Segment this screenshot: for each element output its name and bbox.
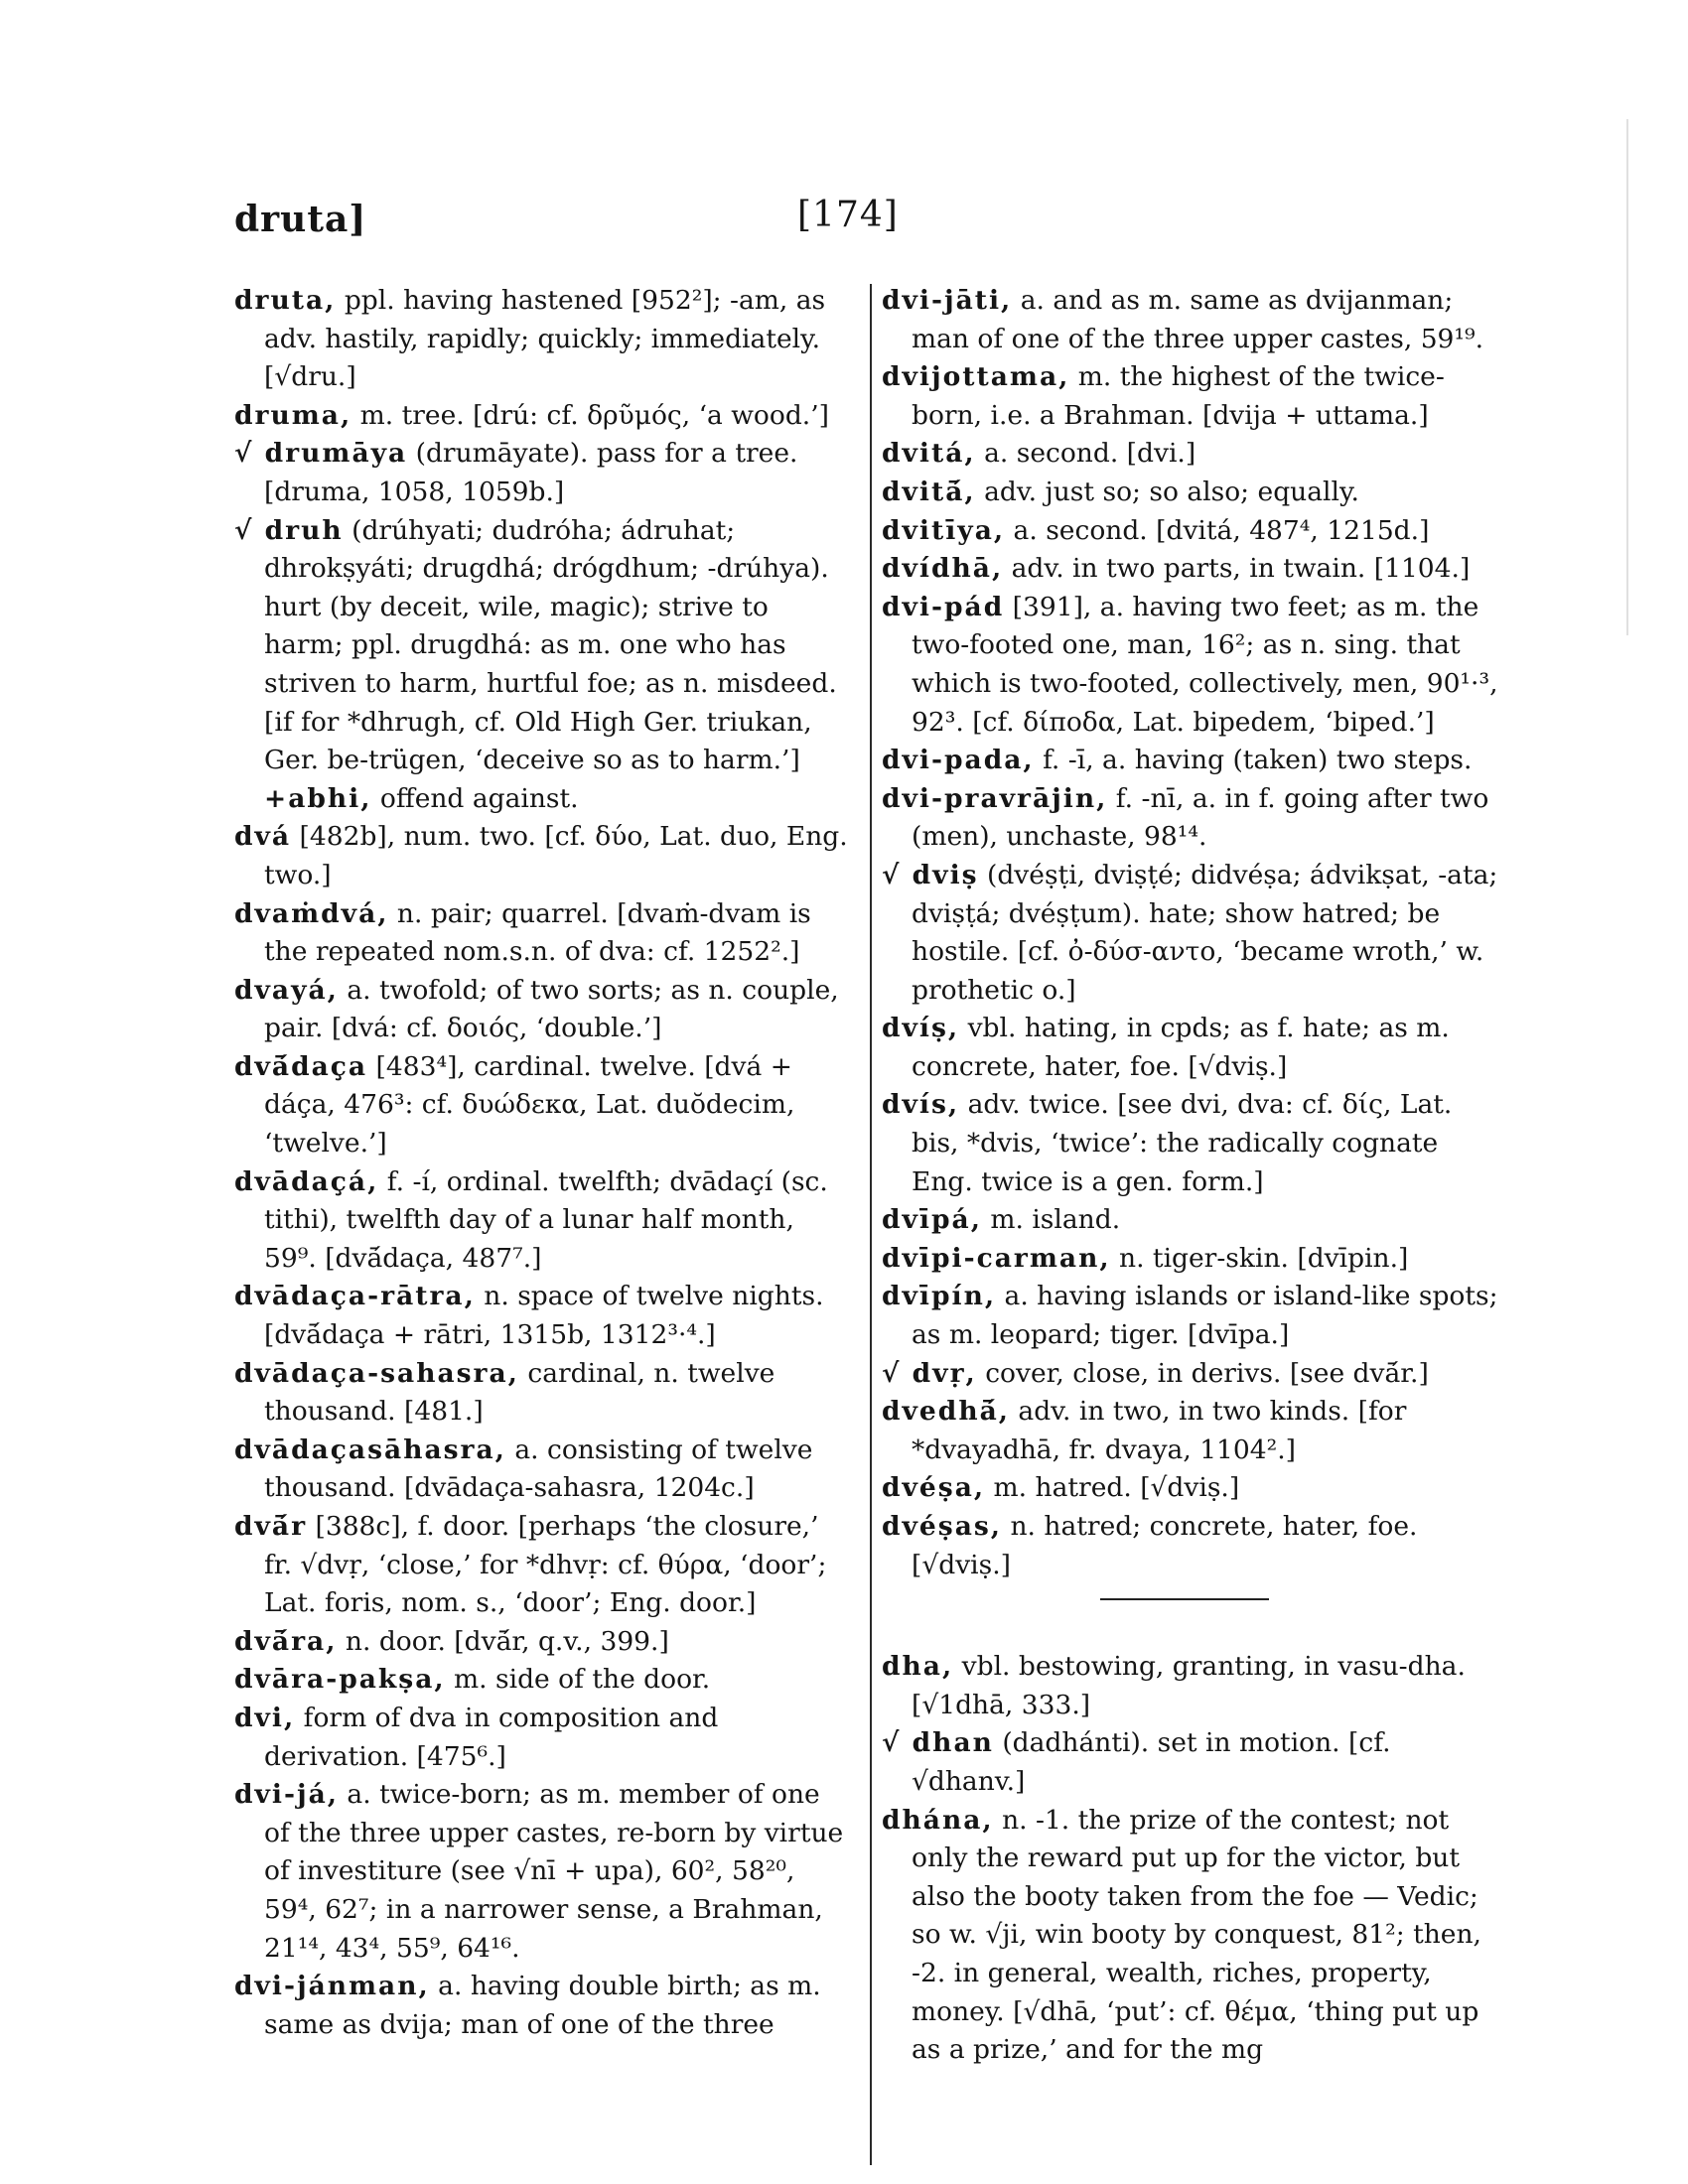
dictionary-entry xyxy=(882,1469,1499,1508)
entry-headword: dha, xyxy=(882,1651,954,1683)
entry-headword: dvi-pravrājin, xyxy=(882,782,1108,814)
entry-headword: druma, xyxy=(234,399,352,431)
entry-definition: vbl. hating, in cpds; as f. hate; as m. concrete, hater, foe. [√dviṣ.] xyxy=(912,1013,1450,1082)
entry-definition: n. hatred; concrete, hater, foe. [√dviṣ.] xyxy=(912,1511,1418,1580)
dictionary-entry xyxy=(882,435,1499,474)
entry-headword: √ dhan xyxy=(882,1727,994,1759)
entry-definition: a. twofold; of two sorts; as n. couple, pair. [dvá: cf. δοιός, ‘double.’] xyxy=(264,974,839,1044)
dictionary-entry xyxy=(234,972,852,1048)
dictionary-entry xyxy=(234,397,852,436)
entry-headword: dvi, xyxy=(234,1702,296,1733)
section-separator xyxy=(1100,1598,1269,1600)
entry-definition: [391], a. having two feet; as m. the two-footed one, man, 16²; as n. sing. that which is two-footed, collectively, men, 90¹·³, 92³. [cf. δίποδα, Lat. bipedem, ‘biped.’] xyxy=(912,591,1498,738)
entry-headword: dvíṣ, xyxy=(882,1013,960,1044)
dictionary-entry xyxy=(882,857,1499,1010)
dictionary-entry xyxy=(882,1278,1499,1354)
right-column xyxy=(882,282,1499,2070)
entry-headword: dvitīya, xyxy=(882,514,1006,546)
entry-headword: dvedhā́, xyxy=(882,1396,1010,1428)
dictionary-entry xyxy=(234,1508,852,1623)
entry-headword: dvā́daça xyxy=(234,1050,368,1082)
entry-definition: n. tiger-skin. [dvīpin.] xyxy=(1119,1242,1409,1274)
entry-definition: adv. in two parts, in twain. [1104.] xyxy=(1011,553,1471,585)
page-edge-mark xyxy=(1626,119,1628,635)
entry-definition: a. twice-born; as m. member of one of the three upper castes, re-born by virtue of investiture (see √nī + upa), 60², 58²⁰, 59⁴, 62⁷; in a narrower sense, a Brahman, 21¹⁴, 43⁴, 55⁹, 64¹⁶. xyxy=(264,1779,844,1964)
entry-headword: dvādaça-sahasra, xyxy=(234,1357,519,1389)
entry-headword: √ druh xyxy=(234,514,344,546)
dictionary-entry xyxy=(882,1010,1499,1086)
entry-definition: m. tree. [drú: cf. δρῦμός, ‘a wood.’] xyxy=(359,399,829,431)
dictionary-entry xyxy=(882,512,1499,551)
entry-headword: dvéṣas, xyxy=(882,1511,1003,1542)
entry-definition: a. consisting of twelve thousand. [dvādaça-sahasra, 1204c.] xyxy=(264,1433,813,1504)
entry-headword: dvitá, xyxy=(882,438,976,470)
dictionary-entry xyxy=(234,895,852,972)
dictionary-entry xyxy=(882,1201,1499,1240)
dictionary-entry xyxy=(882,1802,1499,2070)
dictionary-entry xyxy=(882,474,1499,512)
entry-headword: dvādaçá, xyxy=(234,1165,379,1197)
dictionary-entry xyxy=(234,1163,852,1279)
entry-definition: m. the highest of the twice-born, i.e. a Brahman. [dvija + uttama.] xyxy=(912,361,1445,431)
entry-definition: (dadhánti). set in motion. [cf. √dhanv.] xyxy=(912,1727,1391,1797)
page-number: [174] xyxy=(797,195,899,235)
entry-headword: dvi-jánman, xyxy=(234,1971,430,2002)
dictionary-entry xyxy=(234,1623,852,1662)
dictionary-entry xyxy=(882,1355,1499,1394)
entry-definition: [483⁴], cardinal. twelve. [dvá + dáça, 476³: cf. δυώδεκα, Lat. duŏdecim, ‘twelve.’] xyxy=(264,1050,795,1160)
entry-headword: dvitā́, xyxy=(882,476,976,507)
entry-definition: f. -í, ordinal. twelfth; dvādaçí (sc. tithi), twelfth day of a lunar half month, 59⁹. [dvā́daça, 487⁷.] xyxy=(264,1165,828,1274)
column-divider xyxy=(870,284,872,2165)
entry-definition: a. and as m. same as dvijanman; man of one of the three upper castes, 59¹⁹. xyxy=(912,285,1484,354)
entry-definition: cardinal, n. twelve thousand. [481.] xyxy=(264,1357,775,1428)
dictionary-entry xyxy=(234,1355,852,1432)
entry-definition: a. having double birth; as m. same as dvija; man of one of the three xyxy=(264,1971,821,2040)
entry-definition: (drumāyate). pass for a tree. [druma, 1058, 1059b.] xyxy=(264,438,798,507)
entry-headword: dvīpá, xyxy=(882,1204,982,1236)
entry-definition: (dvéṣṭi, dviṣṭé; didvéṣa; ádvikṣat, -ata; dviṣṭá; dvéṣṭum). hate; show hatred; be hostile. [cf. ὀ-δύσ-αντο, ‘became wroth,’ w. prothetic o.] xyxy=(912,859,1498,1006)
entry-definition: adv. in two, in two kinds. [for *dvayadhā, fr. dvaya, 1104².] xyxy=(912,1396,1407,1465)
entry-definition: m. island. xyxy=(990,1204,1121,1236)
dictionary-entry xyxy=(234,1661,852,1700)
entry-definition: n. door. [dvā́r, q.v., 399.] xyxy=(345,1625,669,1657)
entry-definition: n. space of twelve nights. [dvā́daça + rātri, 1315b, 1312³·⁴.] xyxy=(264,1281,824,1351)
dictionary-entry xyxy=(234,1278,852,1354)
entry-headword: dvaṁdvá, xyxy=(234,897,389,929)
dictionary-entry xyxy=(882,1393,1499,1469)
entry-headword: dvijottama, xyxy=(882,361,1070,393)
entry-headword: dhána, xyxy=(882,1804,994,1836)
entry-definition: m. hatred. [√dviṣ.] xyxy=(993,1472,1240,1504)
entry-headword: dvā́ra, xyxy=(234,1625,338,1657)
entry-definition: f. -nī, a. in f. going after two (men), unchaste, 98¹⁴. xyxy=(912,782,1489,853)
dictionary-entry xyxy=(882,1508,1499,1584)
dictionary-entry xyxy=(882,282,1499,358)
dictionary-entry xyxy=(882,1086,1499,1201)
entry-headword: dvāra-pakṣa, xyxy=(234,1664,446,1696)
entry-headword: dvís, xyxy=(882,1089,960,1121)
dictionary-entry xyxy=(234,282,852,397)
entry-headword: dvīpi-carman, xyxy=(882,1242,1111,1274)
running-head: druta] xyxy=(234,199,367,240)
entry-definition: n. pair; quarrel. [dvaṁ-dvam is the repeated nom.s.n. of dva: cf. 1252².] xyxy=(264,897,811,968)
dictionary-entry xyxy=(882,358,1499,435)
dictionary-entry xyxy=(234,1968,852,2044)
dictionary-subentry xyxy=(234,780,852,819)
entry-headword: √ drumāya xyxy=(234,438,408,470)
entry-headword: dvá xyxy=(234,821,292,853)
entry-headword: √ dvṛ, xyxy=(882,1357,977,1389)
entry-definition: a. second. [dvitá, 487⁴, 1215d.] xyxy=(1013,514,1430,546)
left-column xyxy=(234,282,852,2044)
entry-definition: a. having islands or island-like spots; as m. leopard; tiger. [dvīpa.] xyxy=(912,1281,1498,1351)
dictionary-entry xyxy=(234,1776,852,1968)
entry-definition: offend against. xyxy=(379,782,579,814)
entry-headword: druta, xyxy=(234,285,337,316)
entry-headword: dvídhā, xyxy=(882,553,1004,585)
dictionary-entry xyxy=(882,742,1499,780)
entry-headword: dvi-já, xyxy=(234,1779,339,1811)
entry-headword: dvi-pada, xyxy=(882,745,1035,776)
dictionary-entry xyxy=(234,512,852,780)
entry-headword: dvādaça-rātra, xyxy=(234,1281,476,1312)
entry-definition: cover, close, in derivs. [see dvā́r.] xyxy=(985,1357,1429,1389)
entry-headword: dvā́r xyxy=(234,1511,308,1542)
entry-definition: form of dva in composition and derivation. [475⁶.] xyxy=(264,1702,719,1772)
entry-headword: dvayá, xyxy=(234,974,339,1006)
dictionary-entry xyxy=(882,1648,1499,1724)
entry-definition: vbl. bestowing, granting, in vasu-dha. [√1dhā, 333.] xyxy=(912,1651,1466,1720)
entry-headword: dvi-pád xyxy=(882,591,1005,622)
entry-definition: [388c], f. door. [perhaps ‘the closure,’ fr. √dvṛ, ‘close,’ for *dhvṛ: cf. θύρα, ‘door’; Lat. foris, nom. s., ‘door’; Eng. door.] xyxy=(264,1511,827,1619)
entry-headword: dvādaçasāhasra, xyxy=(234,1433,506,1465)
entry-definition: ppl. having hastened [952²]; -am, as adv. hastily, rapidly; quickly; immediately. [√dru.] xyxy=(264,285,826,393)
entry-headword: dvīpín, xyxy=(882,1281,997,1312)
dictionary-entry xyxy=(882,1724,1499,1801)
entry-definition: adv. twice. [see dvi, dva: cf. δίς, Lat. bis, *dvis, ‘twice’: the radically cognate Eng. twice is a gen. form.] xyxy=(912,1089,1453,1197)
dictionary-entry xyxy=(234,1700,852,1776)
entry-definition: adv. just so; so also; equally. xyxy=(984,476,1359,507)
entry-headword: √ dviṣ xyxy=(882,859,979,890)
entry-definition: m. side of the door. xyxy=(454,1664,711,1696)
dictionary-entry xyxy=(882,780,1499,857)
entry-definition: (drúhyati; dudróha; ádruhat; dhrokṣyáti; drugdhá; drógdhum; -drúhya). hurt (by deceit, wile, magic); strive to harm; ppl. drugdhá: as m. one who has striven to harm, hurtful foe; as n. misdeed. [if for *dhrugh, cf. Old High Ger. triukan, Ger. be-trügen, ‘deceive so as to harm.’] xyxy=(264,514,837,776)
dictionary-entry xyxy=(882,1240,1499,1279)
entry-definition: a. second. [dvi.] xyxy=(984,438,1196,470)
entry-definition: n. -1. the prize of the contest; not only the reward put up for the victor, but also the booty taken from the foe — Vedic; so w. √ji, win booty by conquest, 81²; then, -2. in general, wealth, riches, property, money. [√dhā, ‘put’: cf. θέμα, ‘thing put up as a prize,’ and for the mg xyxy=(912,1804,1481,2066)
dictionary-entry xyxy=(234,1048,852,1163)
dictionary-entry xyxy=(882,550,1499,589)
dictionary-entry xyxy=(234,435,852,511)
entry-definition: [482b], num. two. [cf. δύο, Lat. duo, Eng. two.] xyxy=(264,821,848,890)
entry-headword: +abhi, xyxy=(264,782,372,814)
entry-headword: dvéṣa, xyxy=(882,1472,986,1504)
dictionary-entry xyxy=(882,589,1499,742)
entry-headword: dvi-jāti, xyxy=(882,285,1013,316)
dictionary-entry xyxy=(234,818,852,894)
dictionary-entry xyxy=(234,1432,852,1508)
entry-definition: f. -ī, a. having (taken) two steps. xyxy=(1043,745,1473,776)
